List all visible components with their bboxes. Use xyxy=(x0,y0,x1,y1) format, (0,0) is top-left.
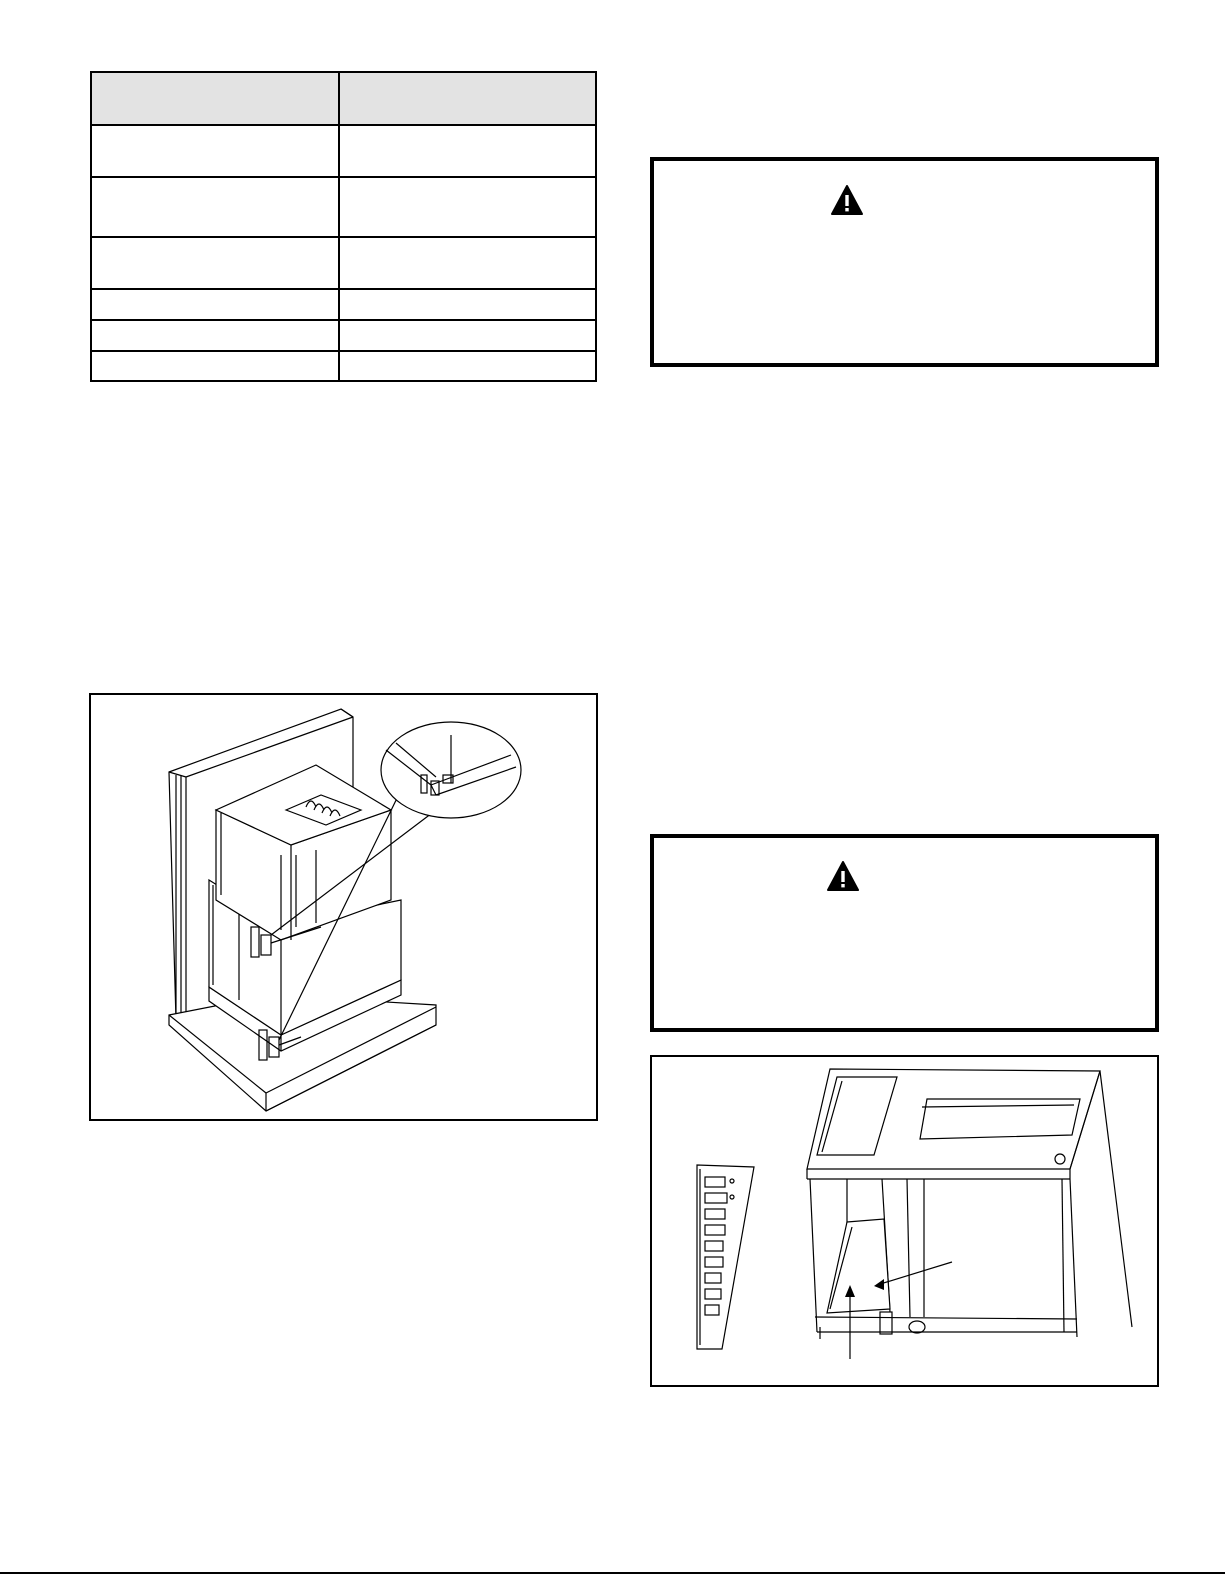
table-row xyxy=(92,319,595,350)
table-row xyxy=(92,124,595,176)
air-handler-illustration xyxy=(91,695,596,1119)
table-cell xyxy=(340,178,595,236)
warning-box xyxy=(650,834,1159,1032)
pointer-arrow-lower xyxy=(845,1285,855,1359)
warning-triangle-icon xyxy=(826,860,860,892)
detail-callout-circle xyxy=(381,722,521,818)
warning-box xyxy=(650,157,1159,367)
table-row xyxy=(92,236,595,288)
table-cell xyxy=(92,238,340,288)
table-cell xyxy=(92,126,340,176)
table-header-row xyxy=(92,73,595,124)
table-row xyxy=(92,350,595,380)
table-cell xyxy=(92,290,340,319)
table-cell xyxy=(340,321,595,350)
table-cell xyxy=(340,290,595,319)
table-cell xyxy=(340,126,595,176)
table-cell xyxy=(92,352,340,380)
removed-side-panel xyxy=(697,1165,754,1349)
table-row xyxy=(92,288,595,319)
table-cell xyxy=(92,178,340,236)
page-bottom-rule xyxy=(0,1572,1225,1574)
table-cell xyxy=(340,238,595,288)
warning-triangle-icon xyxy=(830,184,864,216)
table-header-cell-left xyxy=(92,73,340,124)
cabinet-interior-illustration xyxy=(652,1057,1157,1385)
table-header-cell-right xyxy=(340,73,595,124)
figure-cabinet-interior xyxy=(650,1055,1159,1387)
table-row xyxy=(92,176,595,236)
table-cell xyxy=(340,352,595,380)
table-cell xyxy=(92,321,340,350)
spec-table xyxy=(90,71,597,382)
figure-air-handler xyxy=(89,693,598,1121)
